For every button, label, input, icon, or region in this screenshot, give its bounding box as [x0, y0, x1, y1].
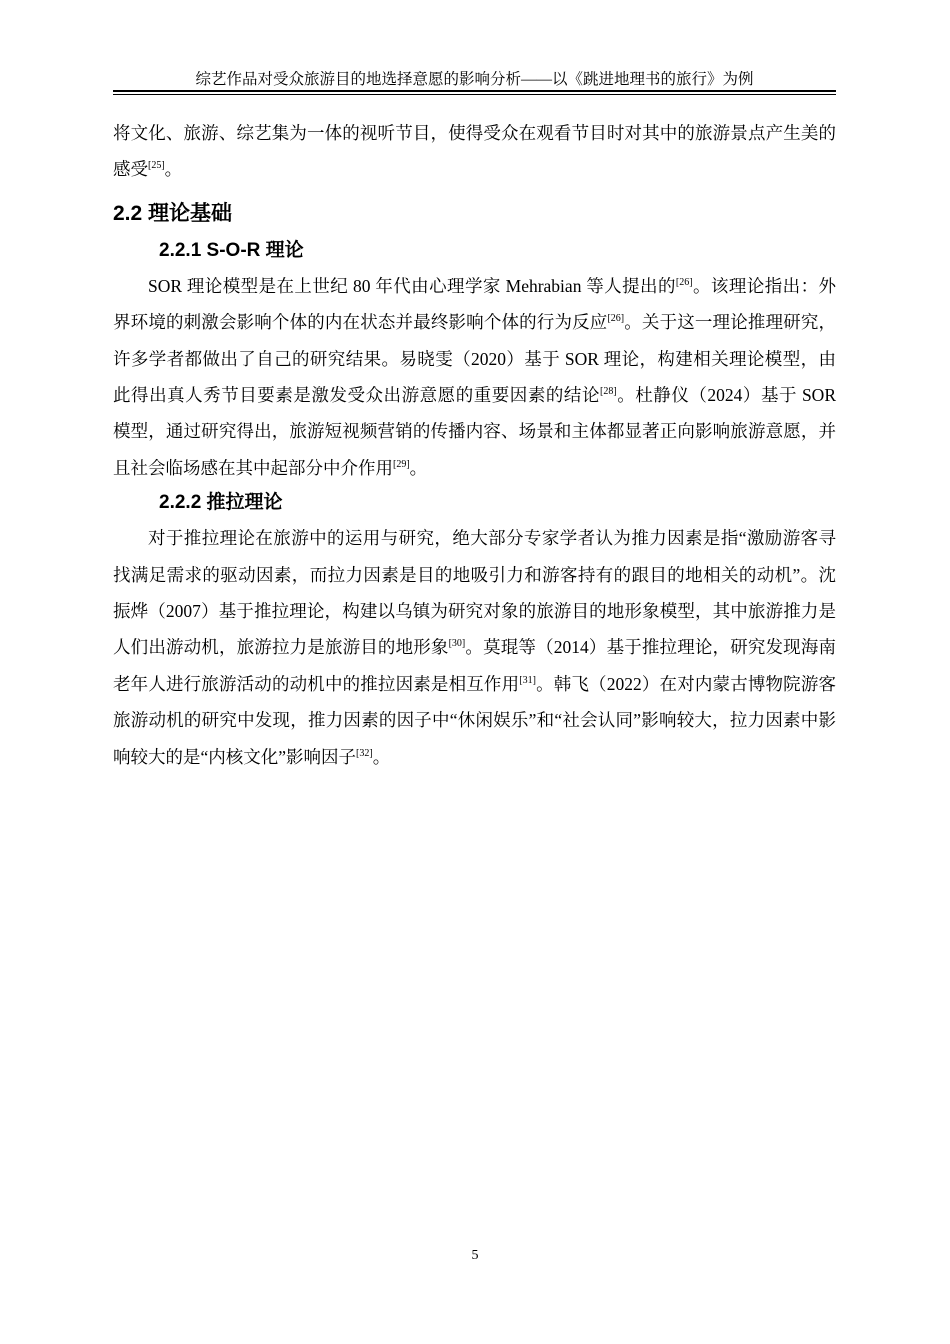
paragraph-text: 。杜静仪（2024）基于 SOR 模型，通过研究得出，旅游短视频营销的传播内容、场景和主体都显著正向影响旅游意愿，并且社会临场感在其中起部分中介作用: [113, 385, 836, 478]
section-heading-2-2-2: 2.2.2 推拉理论: [159, 492, 283, 514]
citation[interactable]: [28]: [600, 386, 617, 398]
section-heading-2-2-1: 2.2.1 S-O-R 理论: [159, 239, 304, 261]
sor-theory-paragraph: [113, 268, 836, 486]
paragraph-text: 。该理论指出：外界环境的刺激会影响个体的内在状态并最终影响个体的行为反应: [113, 275, 836, 333]
running-header: 综艺作品对受众旅游目的地选择意愿的影响分析——以《跳进地理书的旅行》为例: [195, 71, 754, 88]
header-rule-thin: [113, 94, 836, 95]
citation[interactable]: [26]: [675, 276, 693, 288]
paragraph-text: 对于推拉理论在旅游中的运用与研究，绝大部分专家学者认为推力因素是指“激励游客寻找满足需求的驱动因素，而拉力因素是目的地吸引力和游客持有的跟目的地相关的动机”。沈振烨（2007）基于推拉理论，构建以乌镇为研究对象的旅游目的地形象模型，其中旅游推力是人们出游动机，旅游拉力是旅游目的地形象: [113, 528, 836, 658]
paragraph-text: 。韩飞（2022）在对内蒙古博物院游客旅游动机的研究中发现，推力因素的因子中“休闲娱乐”和“社会认同”影响较大，拉力因素中影响较大的是“内核文化”影响因子: [113, 673, 837, 767]
header-rule-thick: [113, 90, 836, 92]
page-body: [113, 115, 836, 775]
citation[interactable]: [25]: [148, 160, 165, 172]
citation[interactable]: [29]: [393, 458, 410, 470]
citation[interactable]: [30]: [448, 638, 466, 650]
citation[interactable]: [31]: [519, 674, 536, 686]
paragraph-text: 将文化、旅游、综艺集为一体的视听节目，使得受众在观看节目时对其中的旅游景点产生美的感受: [113, 123, 836, 180]
paragraph-text: 。莫琨等（2014）基于推拉理论，研究发现海南老年人进行旅游活动的动机中的推拉因素是相互作用: [113, 637, 837, 694]
paragraph-text: 。: [164, 159, 183, 180]
section-heading-2-2: 2.2 理论基础: [113, 201, 233, 225]
page-number: 5: [471, 1248, 479, 1263]
continuation-paragraph: [113, 115, 836, 188]
paragraph-text: 。: [409, 457, 428, 478]
push-pull-theory-paragraph: [113, 520, 836, 775]
paragraph-text: 。: [372, 746, 391, 767]
citation[interactable]: [32]: [356, 747, 373, 759]
paragraph-text: 。关于这一理论推理研究，许多学者都做出了自己的研究结果。易晓雯（2020）基于 SOR 理论，构建相关理论模型，由此得出真人秀节目要素是激发受众出游意愿的重要因素的结论: [113, 312, 837, 406]
paragraph-text: SOR 理论模型是在上世纪 80 年代由心理学家 Mehrabian 等人提出的: [148, 275, 676, 296]
citation[interactable]: [26]: [607, 313, 625, 325]
